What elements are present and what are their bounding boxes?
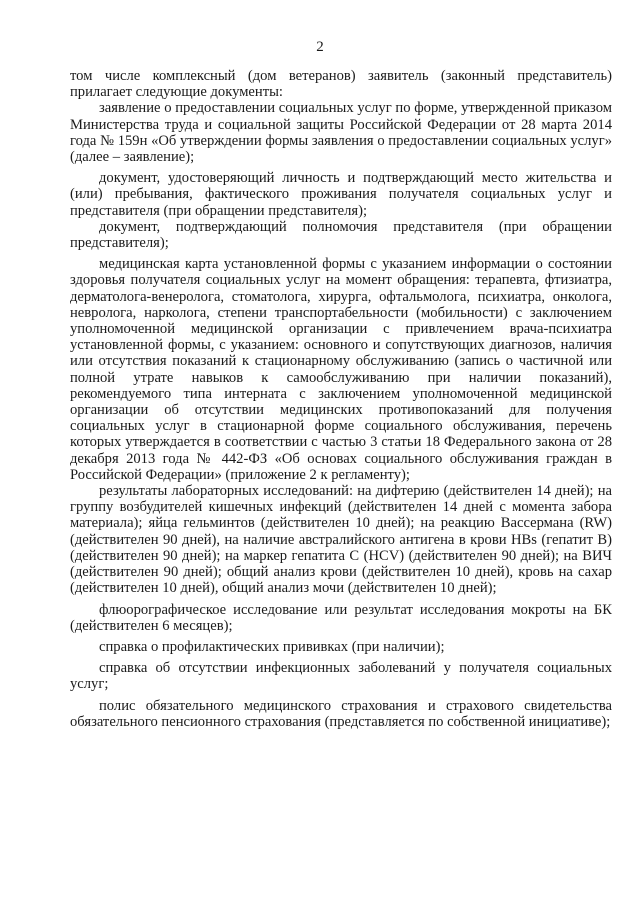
paragraph-lab-results: результаты лабораторных исследований: на дифтерию (действителен 14 дней); на группу возбудителей кишечных инфекций (действителен 14 дней с момента забора материала); яйца гельминтов (действителен 10 дней); на реакцию Вассермана (RW) (действителен 90 дней), на наличие австралийского антигена в крови HBs (гепатит В) (действителен 90 дней); на маркер гепатита С (HCV) (действителен 90 дней); на ВИЧ (действителен 90 дней); общий анализ крови (действителен 10 дней), кровь на сахар (действителен 10 дней), общий анализ мочи (действителен 10 дней);: [70, 483, 612, 597]
paragraph-insurance-policy: полис обязательного медицинского страхования и страхового свидетельства обязательного пенсионного страхования (представляется по собственной инициативе);: [70, 697, 612, 730]
paragraph-intro: том числе комплексный (дом ветеранов) заявитель (законный представитель) прилагает следующие документы:: [70, 68, 612, 101]
page-number: 2: [316, 39, 324, 55]
document-body: [70, 68, 612, 730]
paragraph-identity-document: документ, удостоверяющий личность и подтверждающий место жительства и (или) пребывания, фактического проживания получателя социальных услуг и представителя (при обращении представителя);: [70, 170, 612, 219]
paragraph-representative-authority: документ, подтверждающий полномочия представителя (при обращении представителя);: [70, 218, 612, 252]
paragraph-infection-certificate: справка об отсутствии инфекционных заболеваний у получателя социальных услуг;: [70, 660, 612, 693]
paragraph-fluorography: флюорографическое исследование или результат исследования мокроты на БК (действителен 6 месяцев);: [70, 601, 612, 634]
paragraph-medical-card: медицинская карта установленной формы с указанием информации о состоянии здоровья получателя социальных услуг на момент обращения: терапевта, фтизиатра, дерматолога-венеролога, стоматолога, хирурга, офтальмолога, психиатра, онколога, невролога, нарколога, степени транспортабельности (мобильности) с заключением уполномоченной медицинской организации с привлечением врача-психиатра установленной формы, с указанием: основного и сопутствующих диагнозов, наличия или отсутствия показаний к стационарному обслуживанию (запись о частичной или полной утрате навыков к самообслуживанию при наличии показаний), рекомендуемого типа интерната с заключением уполномоченной медицинской организации об отсутствии медицинских противопоказаний для получения социальных услуг в стационарной форме социального обслуживания, перечень которых утверждается в соответствии с частью 3 статьи 18 Федерального закона от 28 декабря 2013 года № 442-ФЗ «Об основах социального обслуживания граждан в Российской Федерации» (приложение 2 к регламенту);: [70, 256, 612, 483]
paragraph-vaccination-certificate: справка о профилактических прививках (при наличии);: [99, 638, 445, 655]
paragraph-application: заявление о предоставлении социальных услуг по форме, утвержденной приказом Министерства труда и социальной защиты Российской Федерации от 28 марта 2014 года № 159н «Об утверждении формы заявления о предоставлении социальных услуг» (далее – заявление);: [70, 100, 612, 166]
